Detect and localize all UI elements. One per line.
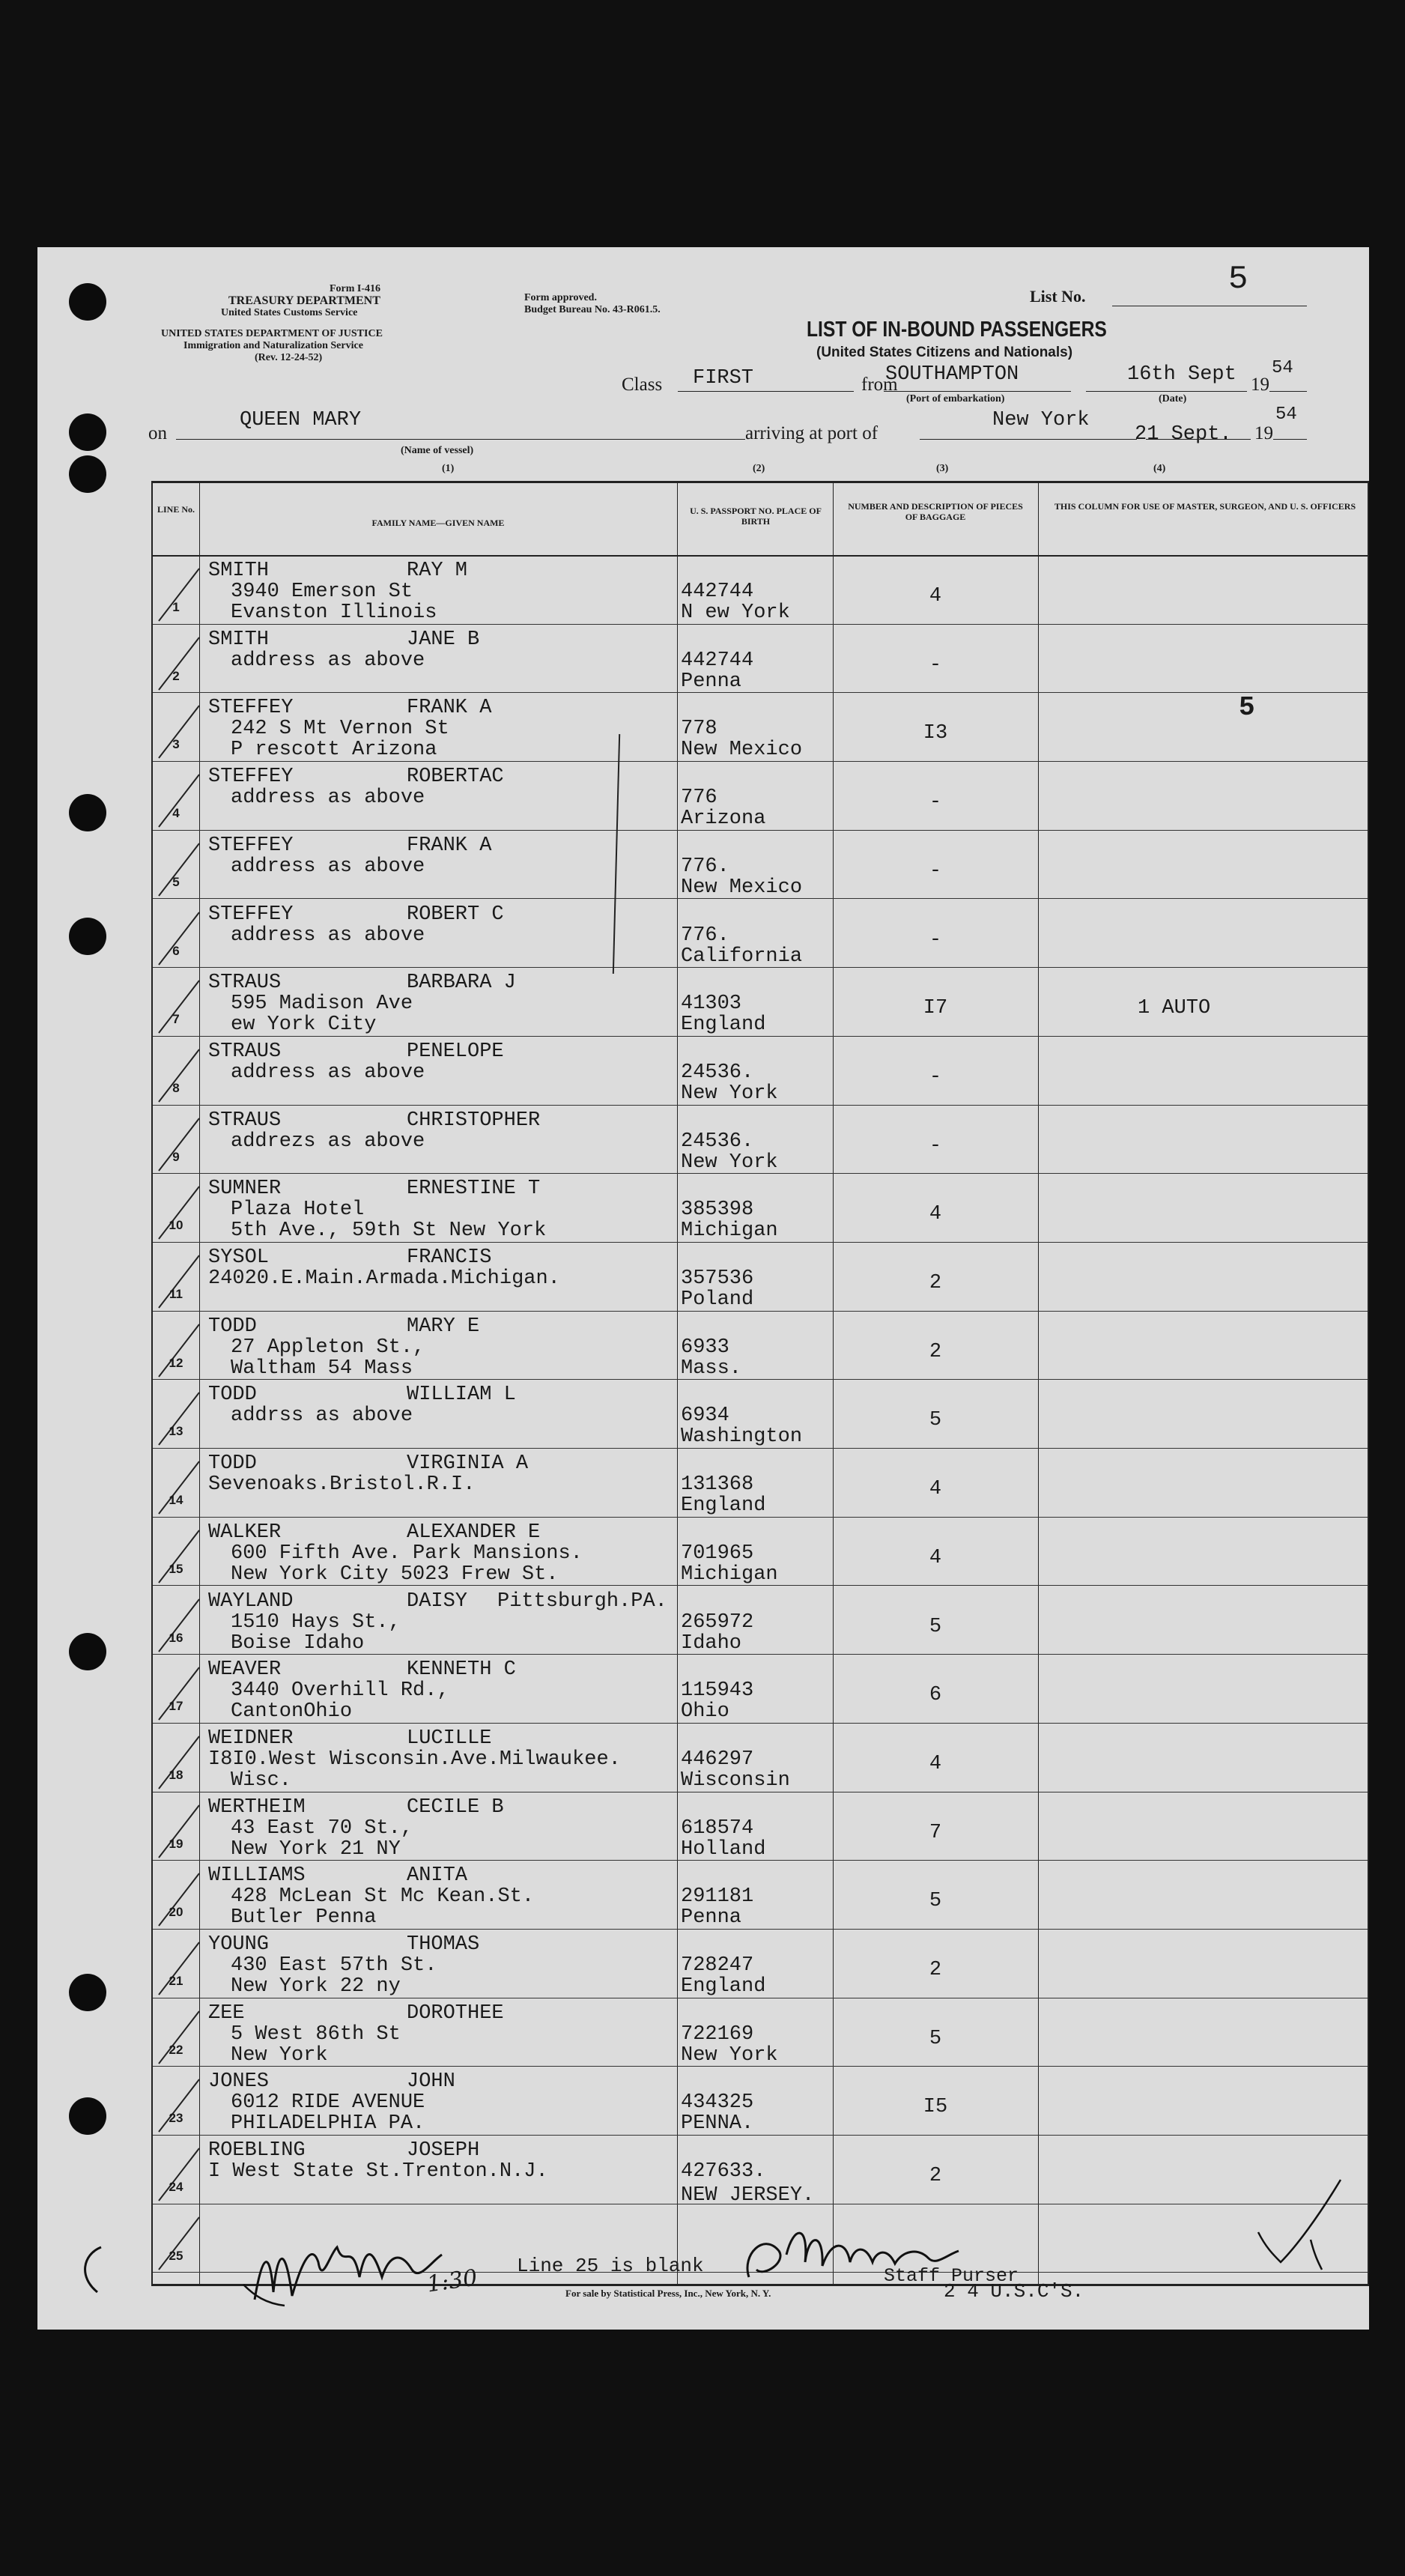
address-line-1: 5 West 86th St [231, 2022, 401, 2046]
line-number: 24 [169, 2180, 183, 2195]
place-of-birth: PENNA. [681, 2112, 754, 2136]
given-name: FRANCIS [407, 1246, 492, 1269]
table-row [153, 1379, 1368, 1449]
address-line-2: P rescott Arizona [231, 739, 437, 762]
address-extra: Pittsburgh.PA. [497, 1589, 667, 1613]
passport-number: 265972 [681, 1610, 754, 1634]
dept-customs: United States Customs Service [221, 307, 358, 318]
address-line-1: 43 East 70 St., [231, 1816, 413, 1840]
given-name: CHRISTOPHER [407, 1109, 541, 1132]
line-number: 4 [172, 806, 180, 821]
address-line-1: 600 Fifth Ave. Park Mansions. [231, 1542, 583, 1565]
col-3-num: (3) [936, 463, 949, 474]
passport-number: 427633. [681, 2160, 766, 2183]
line-number: 10 [169, 1218, 183, 1233]
address-line-2: New York 21 NY [231, 1837, 401, 1861]
total-citizens: 2 4 U.S.C'S. [944, 2280, 1084, 2303]
address-line-1: addrezs as above [231, 1130, 425, 1153]
col-2-num: (2) [753, 463, 765, 474]
address-line-1: Plaza Hotel [231, 1198, 365, 1222]
passport-number: 776. [681, 855, 729, 878]
table-row [153, 1998, 1368, 2067]
passport-number: 778 [681, 718, 717, 741]
place-of-birth: England [681, 1013, 766, 1037]
given-name: BARBARA J [407, 972, 516, 995]
departure-year-prefix: 19 [1251, 375, 1269, 395]
given-name: PENELOPE [407, 1040, 504, 1063]
arrival-year-suffix: 54 [1275, 404, 1297, 425]
table-row [153, 624, 1368, 694]
passenger-name [208, 2070, 455, 2093]
passport-number: 131368 [681, 1473, 754, 1497]
arrival-date: 21 Sept. [1135, 423, 1232, 446]
passport-number: 357536 [681, 1267, 754, 1290]
line-number: 3 [172, 737, 180, 752]
passport-number: 385398 [681, 1198, 754, 1222]
passenger-name [208, 1040, 504, 1063]
line-number: 9 [172, 1149, 180, 1164]
table-row [153, 1723, 1368, 1792]
place-of-birth: Michigan [681, 1563, 778, 1586]
address-line-2: ew York City [231, 1013, 377, 1037]
family-name: STRAUS [208, 1040, 282, 1063]
punch-hole-6 [69, 1633, 106, 1670]
baggage-count: - [929, 791, 942, 814]
dept-treasury: TREASURY DEPARTMENT [228, 294, 380, 307]
passport-number: 41303 [681, 992, 742, 1016]
passport-number: 776. [681, 924, 729, 947]
table-row [153, 1173, 1368, 1243]
passenger-name [208, 903, 504, 926]
vessel-caption: (Name of vessel) [401, 445, 474, 456]
family-name: JONES [208, 2070, 270, 2094]
address-line-1: 242 S Mt Vernon St [231, 718, 449, 741]
passenger-name [208, 1933, 479, 1956]
dept-justice: UNITED STATES DEPARTMENT OF JUSTICE [161, 328, 383, 339]
passenger-name [208, 1521, 540, 1544]
on-label: on [148, 423, 167, 443]
place-of-birth: New Mexico [681, 876, 803, 899]
place-of-birth: California [681, 945, 803, 968]
passenger-name [208, 972, 516, 994]
given-name: MARY E [407, 1315, 480, 1338]
punch-hole-1 [69, 283, 106, 321]
address-line-1: 24020.E.Main.Armada.Michigan. [208, 1267, 560, 1290]
line-number: 8 [172, 1080, 180, 1095]
line-number: 19 [169, 1836, 183, 1851]
table-row [153, 1517, 1368, 1586]
line-number: 17 [169, 1699, 183, 1714]
line-number: 7 [172, 1012, 180, 1027]
passenger-name [208, 1796, 504, 1819]
baggage-count: 2 [929, 2165, 942, 2188]
address-line-2: Butler Penna [231, 1906, 377, 1930]
place-of-birth: N ew York [681, 601, 790, 624]
line-number: 22 [169, 2042, 183, 2057]
line-number: 21 [169, 1974, 183, 1988]
list-number: 5 [1228, 261, 1248, 298]
form-approved: Form approved. [524, 292, 597, 303]
table-row [153, 1311, 1368, 1381]
address-line-1: 6012 RIDE AVENUE [231, 2091, 425, 2115]
given-name: DAISY [407, 1589, 468, 1613]
passport-number: 618574 [681, 1816, 754, 1840]
budget-bureau: Budget Bureau No. 43-R061.5. [524, 304, 661, 315]
form-id: Form I-416 [330, 283, 381, 294]
line-number: 20 [169, 1905, 183, 1920]
baggage-count: 4 [929, 1546, 942, 1569]
officer-signature [240, 2210, 487, 2322]
vessel-name: QUEEN MARY [240, 409, 362, 431]
departure-date: 16th Sept [1127, 363, 1236, 386]
class-value: FIRST [693, 367, 754, 390]
staff-purser-label: Staff Purser [884, 2265, 1019, 2287]
passenger-name [208, 1658, 516, 1681]
class-label: Class [622, 375, 663, 395]
address-line-1: 3440 Overhill Rd., [231, 1679, 449, 1703]
baggage-count: I3 [923, 722, 948, 745]
passenger-name [208, 834, 491, 857]
passenger-name [208, 1109, 540, 1132]
passport-number: 701965 [681, 1542, 754, 1565]
given-name: THOMAS [407, 1933, 480, 1956]
line-number: 14 [169, 1493, 183, 1508]
officer-note: 1 AUTO [1138, 997, 1211, 1020]
line-number: 11 [169, 1287, 183, 1301]
passport-number: 24536. [681, 1130, 754, 1153]
address-line-1: Sevenoaks.Bristol.R.I. [208, 1473, 476, 1497]
punch-hole-2 [69, 413, 106, 451]
col-header-passport: U. S. PASSPORT NO. PLACE OF BIRTH [690, 506, 822, 527]
place-of-birth: NEW JERSEY. [681, 2184, 815, 2207]
blank-line-note: Line 25 is blank [517, 2255, 704, 2277]
place-of-birth: Michigan [681, 1219, 778, 1243]
given-name: ROBERT C [407, 903, 504, 926]
baggage-count: 5 [929, 1890, 942, 1913]
punch-hole-8 [69, 2097, 106, 2135]
address-line-2: Evanston Illinois [231, 601, 437, 624]
punch-hole-4 [69, 794, 106, 831]
address-line-1: 1510 Hays St., [231, 1610, 401, 1634]
passenger-name [208, 1727, 491, 1750]
given-name: WILLIAM L [407, 1384, 516, 1407]
address-line-1: 27 Appleton St., [231, 1336, 425, 1359]
place-of-birth: Mass. [681, 1357, 742, 1380]
given-name: ALEXANDER E [407, 1521, 541, 1544]
punch-hole-3 [69, 455, 106, 493]
place-of-birth: England [681, 1975, 766, 1998]
baggage-count: 2 [929, 1340, 942, 1363]
passenger-name [208, 697, 491, 719]
line-number: 23 [169, 2111, 183, 2126]
passport-number: 6934 [681, 1404, 729, 1428]
port-embark-caption: (Port of embarkation) [906, 393, 1005, 404]
address-line-1: 3940 Emerson St [231, 581, 413, 603]
place-of-birth: Penna [681, 1906, 742, 1930]
passenger-name [208, 1590, 667, 1613]
baggage-count: - [929, 653, 942, 676]
table-row [153, 1242, 1368, 1312]
baggage-count: - [929, 859, 942, 882]
table-row [153, 1792, 1368, 1861]
place-of-birth: Wisconsin [681, 1769, 790, 1792]
place-of-birth: Arizona [681, 807, 766, 831]
given-name: ROBERTAC [407, 766, 504, 789]
table-row [153, 2066, 1368, 2136]
family-name: STRAUS [208, 1109, 282, 1132]
baggage-count: I5 [923, 2096, 948, 2119]
passport-number: 115943 [681, 1679, 754, 1703]
from-value: SOUTHAMPTON [885, 363, 1019, 386]
family-name: SYSOL [208, 1246, 270, 1269]
address-line-1: 595 Madison Ave [231, 992, 413, 1016]
baggage-count: 4 [929, 1478, 942, 1501]
given-name: JANE B [407, 628, 480, 651]
punch-hole-7 [69, 1974, 106, 2011]
place-of-birth: Idaho [681, 1631, 742, 1655]
family-name: TODD [208, 1384, 257, 1407]
given-name: FRANK A [407, 834, 492, 857]
given-name: FRANK A [407, 697, 492, 720]
table-row [153, 899, 1368, 969]
address-line-1: I West State St.Trenton.N.J. [208, 2160, 548, 2183]
passport-number: 291181 [681, 1885, 754, 1909]
table-row [153, 761, 1368, 831]
passport-number: 722169 [681, 2022, 754, 2046]
place-of-birth: Washington [681, 1425, 803, 1449]
arrival-port: New York [992, 409, 1090, 431]
table-row [153, 1929, 1368, 1998]
baggage-count: 4 [929, 585, 942, 607]
family-name: TODD [208, 1452, 257, 1476]
col-header-line-no: LINE No. [157, 504, 195, 515]
col-4-num: (4) [1153, 463, 1166, 474]
passenger-table [151, 481, 1369, 2286]
baggage-count: - [929, 928, 942, 951]
address-line-2: PHILADELPHIA PA. [231, 2112, 425, 2136]
col-header-baggage: NUMBER AND DESCRIPTION OF PIECES OF BAGGAGE [848, 501, 1023, 522]
passport-number: 776 [681, 787, 717, 810]
passport-number: 434325 [681, 2091, 754, 2115]
family-name: STEFFEY [208, 697, 294, 720]
family-name: SMITH [208, 628, 270, 651]
given-name: DOROTHEE [407, 2001, 504, 2025]
given-name: CECILE B [407, 1795, 504, 1819]
given-name: ANITA [407, 1864, 468, 1888]
purser-signature [734, 2210, 974, 2292]
given-name: JOHN [407, 2070, 455, 2094]
punch-hole-5 [69, 918, 106, 955]
table-row [153, 967, 1368, 1037]
address-line-2: New York 22 ny [231, 1975, 401, 1998]
col-header-officers: THIS COLUMN FOR USE OF MASTER, SURGEON, AND U. S. OFFICERS [1054, 501, 1356, 512]
passport-number: 6933 [681, 1336, 729, 1359]
table-row [153, 1654, 1368, 1724]
table-row [153, 1105, 1368, 1175]
printer-credit: For sale by Statistical Press, Inc., New York, N. Y. [565, 2288, 771, 2299]
place-of-birth: New York [681, 1151, 778, 1174]
baggage-count: 4 [929, 1752, 942, 1775]
line-number: 2 [172, 668, 180, 683]
arrival-year-prefix: 19 [1254, 423, 1273, 443]
family-name: WEAVER [208, 1658, 282, 1682]
passport-number: 446297 [681, 1748, 754, 1771]
baggage-count: I7 [923, 997, 948, 1020]
table-row [153, 2135, 1368, 2207]
baggage-count: 2 [929, 1959, 942, 1981]
time-note: 1:30 [425, 2264, 479, 2298]
baggage-count: - [929, 1065, 942, 1088]
place-of-birth: New Mexico [681, 739, 803, 762]
family-name: WALKER [208, 1521, 282, 1544]
line-number: 15 [169, 1561, 183, 1576]
family-name: ROEBLING [208, 2139, 306, 2163]
place-of-birth: England [681, 1494, 766, 1518]
form-revision: (Rev. 12-24-52) [255, 352, 323, 363]
family-name: SUMNER [208, 1178, 282, 1201]
passenger-name [208, 1315, 479, 1338]
officer-note: 5 [1239, 692, 1255, 724]
line-number: 16 [169, 1630, 183, 1645]
passport-number: 442744 [681, 581, 754, 603]
address-line-2: New York [231, 2043, 328, 2067]
address-line-2: Boise Idaho [231, 1631, 365, 1655]
line-number: 5 [172, 874, 180, 889]
departure-year-suffix: 54 [1272, 358, 1293, 378]
dept-immigration: Immigration and Naturalization Service [183, 340, 363, 351]
passenger-name [208, 1178, 540, 1200]
family-name: STEFFEY [208, 903, 294, 926]
family-name: WERTHEIM [208, 1795, 306, 1819]
passenger-name [208, 2139, 479, 2162]
family-name: STEFFEY [208, 766, 294, 789]
address-line-1: address as above [231, 855, 425, 878]
passenger-name [208, 1246, 491, 1269]
address-line-2: CantonOhio [231, 1700, 353, 1724]
place-of-birth: Penna [681, 670, 742, 693]
address-line-2: New York City 5023 Frew St. [231, 1563, 559, 1586]
line-number: 6 [172, 943, 180, 958]
baggage-count: 4 [929, 1203, 942, 1226]
baggage-count: 2 [929, 1272, 942, 1294]
passenger-name [208, 560, 467, 582]
baggage-count: 5 [929, 1409, 942, 1432]
place-of-birth: Holland [681, 1837, 766, 1861]
table-row [153, 1586, 1368, 1655]
from-label: from [861, 375, 898, 395]
line-number: 18 [169, 1767, 183, 1782]
given-name: KENNETH C [407, 1658, 516, 1682]
form-subtitle: (United States Citizens and Nationals) [816, 345, 1073, 360]
place-of-birth: Poland [681, 1288, 754, 1311]
baggage-count: 5 [929, 1615, 942, 1638]
family-name: SMITH [208, 560, 270, 582]
family-name: TODD [208, 1315, 257, 1338]
form-title: LIST OF IN-BOUND PASSENGERS [807, 318, 1107, 342]
table-row [153, 692, 1368, 762]
address-line-1: address as above [231, 649, 425, 672]
place-of-birth: Ohio [681, 1700, 729, 1724]
line-number: 1 [172, 600, 180, 614]
address-line-1: I8I0.West Wisconsin.Ave.Milwaukee. [208, 1748, 621, 1771]
place-of-birth: New York [681, 2043, 778, 2067]
address-line-2: Waltham 54 Mass [231, 1357, 413, 1380]
table-row [153, 555, 1368, 625]
family-name: STEFFEY [208, 834, 294, 857]
passenger-name [208, 1384, 516, 1406]
margin-mark [71, 2240, 116, 2300]
place-of-birth: New York [681, 1082, 778, 1105]
address-line-1: 430 East 57th St. [231, 1954, 437, 1977]
table-row [153, 1448, 1368, 1518]
passenger-name [208, 1452, 528, 1475]
date-caption: (Date) [1159, 393, 1187, 404]
line-number: 25 [169, 2248, 183, 2263]
arriving-label: arriving at port of [745, 423, 878, 443]
family-name: ZEE [208, 2001, 245, 2025]
address-line-2: 5th Ave., 59th St New York [231, 1219, 547, 1243]
list-no-label: List No. [1030, 287, 1086, 306]
table-row [153, 1860, 1368, 1930]
baggage-count: - [929, 1134, 942, 1157]
passenger-name [208, 766, 504, 788]
baggage-count: 6 [929, 1684, 942, 1707]
address-line-1: 428 McLean St Mc Kean.St. [231, 1885, 535, 1909]
address-line-1: address as above [231, 924, 425, 947]
family-name: STRAUS [208, 972, 282, 995]
family-name: WILLIAMS [208, 1864, 306, 1888]
table-row [153, 830, 1368, 900]
col-header-name: FAMILY NAME—GIVEN NAME [371, 518, 505, 528]
address-line-1: address as above [231, 1061, 425, 1084]
given-name: RAY M [407, 560, 468, 582]
col-1-num: (1) [442, 463, 455, 474]
passport-number: 442744 [681, 649, 754, 672]
given-name: JOSEPH [407, 2139, 480, 2163]
given-name: VIRGINIA A [407, 1452, 529, 1476]
family-name: WAYLAND [208, 1589, 294, 1613]
passenger-name [208, 1864, 467, 1887]
family-name: YOUNG [208, 1933, 270, 1956]
table-row [153, 1036, 1368, 1106]
address-line-2: Wisc. [231, 1769, 292, 1792]
given-name: ERNESTINE T [407, 1178, 541, 1201]
manifest-page [37, 247, 1369, 2330]
passenger-name [208, 2002, 504, 2025]
line-number: 12 [169, 1355, 183, 1370]
passport-number: 728247 [681, 1954, 754, 1977]
line-number: 13 [169, 1424, 183, 1439]
given-name: LUCILLE [407, 1727, 492, 1750]
baggage-count: 7 [929, 1821, 942, 1844]
passenger-name [208, 628, 479, 651]
baggage-count: 5 [929, 2027, 942, 2050]
passport-number: 24536. [681, 1061, 754, 1084]
address-line-1: addrss as above [231, 1404, 413, 1428]
address-line-1: address as above [231, 787, 425, 810]
family-name: WEIDNER [208, 1727, 294, 1750]
check-mark-scrawl [1251, 2165, 1356, 2277]
